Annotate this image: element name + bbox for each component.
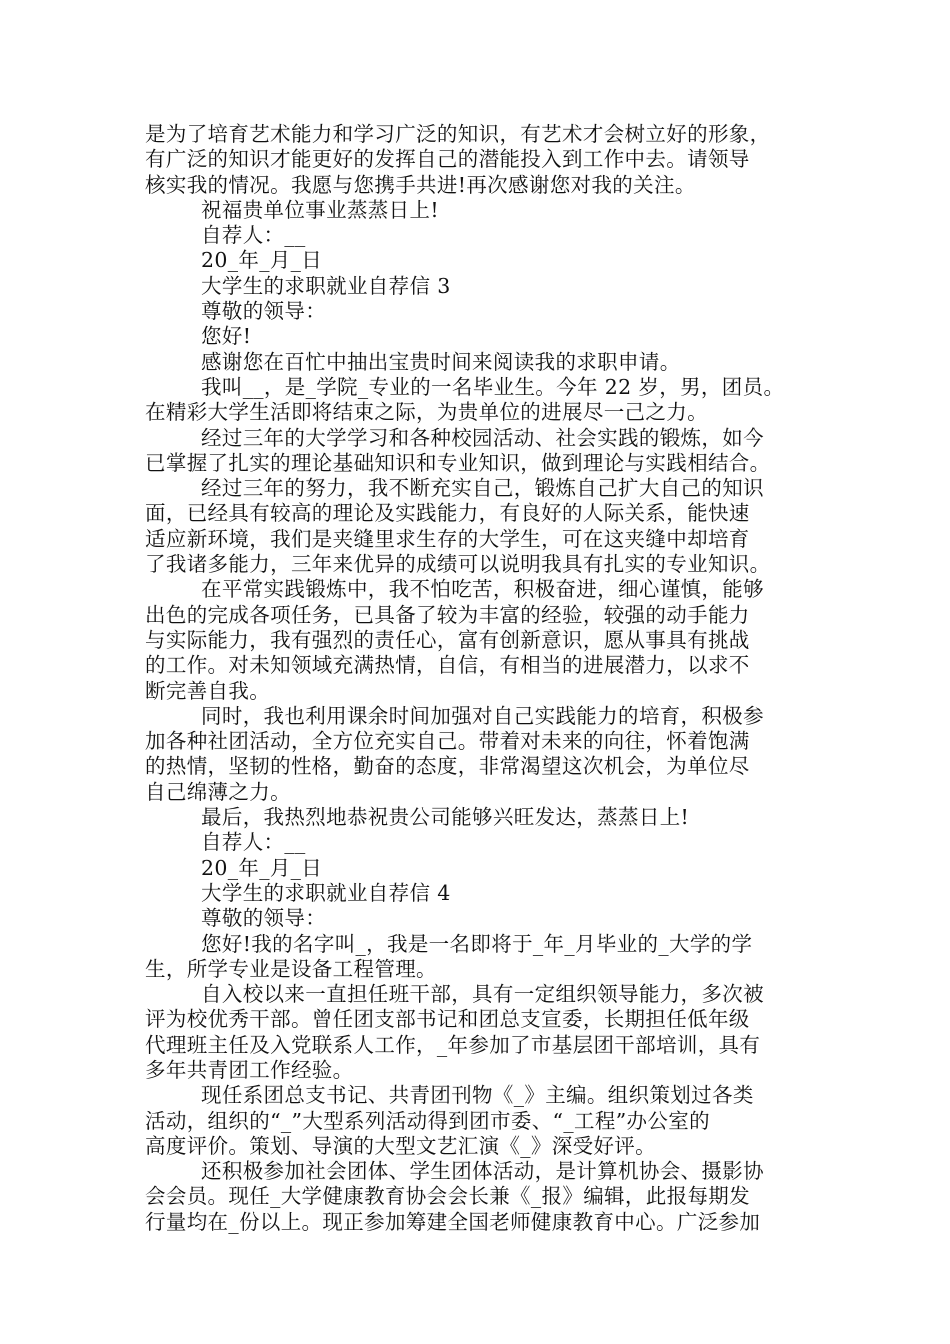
paragraph-line: 评为校优秀干部。曾任团支部书记和团总支宣委，长期担任低年级: [145, 1007, 750, 1032]
paragraph-line-indented: 还积极参加社会团体、学生团体活动，是计算机协会、摄影协: [201, 1159, 764, 1184]
paragraph-line: 会会员。现任_大学健康教育协会会长兼《_报》编辑，此报每期发: [145, 1184, 750, 1209]
paragraph-line-indented: 您好!我的名字叫_，我是一名即将于_年_月毕业的_大学的学: [201, 931, 753, 956]
paragraph-line: 与实际能力，我有强烈的责任心，富有创新意识，愿从事具有挑战: [145, 627, 750, 652]
paragraph-line: 断完善自我。: [145, 678, 271, 703]
paragraph-line-indented: 大学生的求职就业自荐信 4: [201, 880, 451, 905]
paragraph-line: 适应新环境，我们是夹缝里求生存的大学生，可在这夹缝中却培育: [145, 526, 750, 551]
paragraph-line: 的热情，坚韧的性格，勤奋的态度，非常渴望这次机会，为单位尽: [145, 754, 750, 779]
paragraph-line: 生，所学专业是设备工程管理。: [145, 956, 437, 981]
paragraph-line-indented: 经过三年的努力，我不断充实自己，锻炼自己扩大自己的知识: [201, 476, 764, 501]
paragraph-line-indented: 现任系团总支书记、共青团刊物《_》主编。组织策划过各类: [201, 1083, 754, 1108]
paragraph-line: 核实我的情况。我愿与您携手共进!再次感谢您对我的关注。: [145, 172, 696, 197]
paragraph-line-indented: 自荐人：__: [201, 223, 306, 248]
paragraph-line: 了我诸多能力，三年来优异的成绩可以说明我具有扎实的专业知识。: [145, 552, 771, 577]
paragraph-line-indented: 经过三年的大学学习和各种校园活动、社会实践的锻炼，如今: [201, 425, 764, 450]
paragraph-line: 已掌握了扎实的理论基础知识和专业知识，做到理论与实践相结合。: [145, 450, 771, 475]
paragraph-line-indented: 自荐人：__: [201, 830, 306, 855]
paragraph-line: 出色的完成各项任务，已具备了较为丰富的经验，较强的动手能力: [145, 602, 750, 627]
paragraph-line-indented: 尊敬的领导：: [201, 299, 327, 324]
paragraph-line-indented: 我叫__，是_学院_专业的一名毕业生。今年 22 岁，男，团员。: [201, 374, 785, 399]
paragraph-line-indented: 在平常实践锻炼中，我不怕吃苦，积极奋进，细心谨慎，能够: [201, 577, 764, 602]
paragraph-line: 多年共青团工作经验。: [145, 1057, 354, 1082]
paragraph-line: 的工作。对未知领域充满热情，自信，有相当的进展潜力，以求不: [145, 653, 750, 678]
paragraph-line-indented: 自入校以来一直担任班干部，具有一定组织领导能力，多次被: [201, 982, 764, 1007]
paragraph-line-indented: 大学生的求职就业自荐信 3: [201, 273, 451, 298]
paragraph-line: 高度评价。策划、导演的大型文艺汇演《_》深受好评。: [145, 1133, 656, 1158]
paragraph-line-indented: 您好!: [201, 324, 252, 349]
paragraph-line-indented: 20_年_月_日: [201, 855, 323, 880]
paragraph-line-indented: 20_年_月_日: [201, 248, 323, 273]
paragraph-line: 在精彩大学生活即将结束之际，为贵单位的进展尽一己之力。: [145, 400, 708, 425]
paragraph-line: 有广泛的知识才能更好的发挥自己的潜能投入到工作中去。请领导: [145, 147, 750, 172]
paragraph-line-indented: 同时，我也利用课余时间加强对自己实践能力的培育，积极参: [201, 703, 764, 728]
paragraph-line: 活动，组织的“_”大型系列活动得到团市委、“_工程”办公室的: [145, 1108, 710, 1133]
paragraph-line: 代理班主任及入党联系人工作，_年参加了市基层团干部培训，具有: [145, 1032, 761, 1057]
paragraph-line-indented: 最后，我热烈地恭祝贵公司能够兴旺发达，蒸蒸日上!: [201, 805, 690, 830]
paragraph-line: 加各种社团活动，全方位充实自己。带着对未来的向往，怀着饱满: [145, 729, 750, 754]
paragraph-line: 自己绵薄之力。: [145, 779, 291, 804]
paragraph-line-indented: 尊敬的领导：: [201, 906, 327, 931]
paragraph-line: 行量均在_份以上。现正参加筹建全国老师健康教育中心。广泛参加: [145, 1209, 761, 1234]
paragraph-line: 面，已经具有较高的理论及实践能力，有良好的人际关系，能快速: [145, 501, 750, 526]
paragraph-line-indented: 感谢您在百忙中抽出宝贵时间来阅读我的求职申请。: [201, 349, 681, 374]
paragraph-line-indented: 祝福贵单位事业蒸蒸日上!: [201, 197, 439, 222]
document-body: [145, 122, 815, 1235]
paragraph-line: 是为了培育艺术能力和学习广泛的知识，有艺术才会树立好的形象，: [145, 122, 771, 146]
